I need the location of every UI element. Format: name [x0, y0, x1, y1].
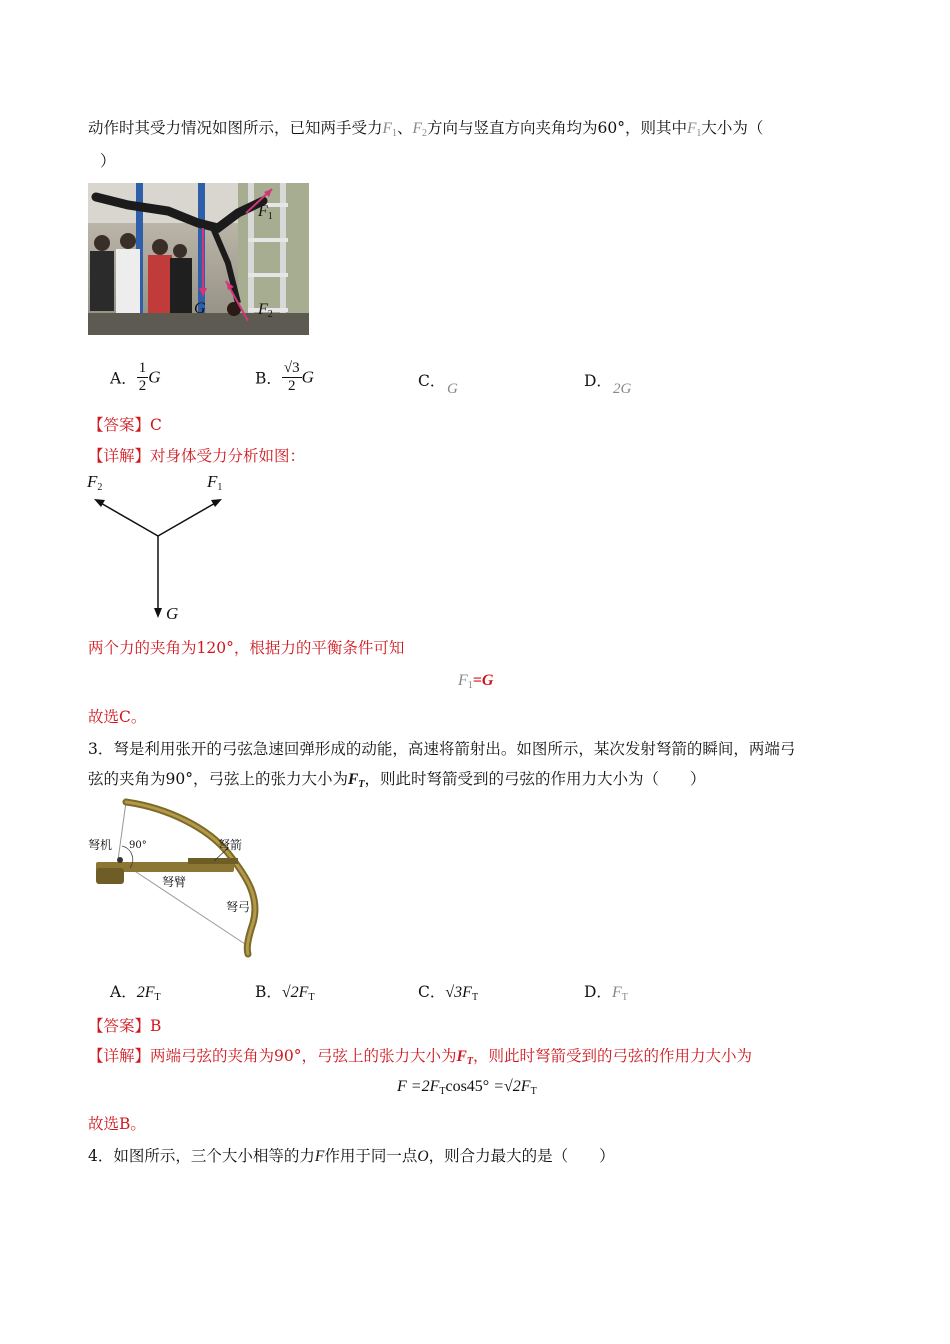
q3-option-d-label: D．: [584, 983, 612, 1001]
q2-option-b-sym: G: [301, 367, 314, 387]
q2-stem-text-b: 方向与竖直方向夹角均为60°，则其中: [426, 119, 687, 137]
q3-eq-mid: $=2F_T$: [410, 1078, 446, 1097]
q2-equation: [458, 670, 493, 691]
q2-photo: [88, 183, 309, 335]
q4-stem-o: O: [417, 1148, 429, 1165]
q3-stem-ft: $F_T$: [347, 771, 365, 790]
q3-option-a[interactable]: [110, 980, 161, 1003]
q2-photo-label-g: G: [194, 300, 206, 317]
q2-force-diagram-svg: [85, 470, 225, 628]
q2-diagram-f2: $F_2$: [87, 472, 103, 493]
q2-answer: 【答案】C: [88, 416, 162, 434]
q2-stem-line1: [88, 117, 763, 145]
q2-stem-text-a: 动作时其受力情况如图所示，已知两手受力: [88, 119, 383, 137]
q3-crossbow-figure: [88, 798, 278, 960]
q3-label-arm: 弩臂: [162, 875, 187, 889]
q3-eq-cos: cos45°: [445, 1078, 490, 1095]
q3-label-trigger: 弩机: [88, 838, 113, 852]
q2-option-d[interactable]: [584, 369, 612, 391]
q2-stem-line2: ）: [100, 152, 116, 170]
q3-detail-ft: $F_T$: [456, 1048, 473, 1067]
q2-stem-f1: $F_1$: [382, 120, 397, 139]
q3-eq-right: $=√2F_T$: [493, 1078, 537, 1097]
q3-detail: 【详解】两端弓弦的夹角为90°，弓弦上的张力大小为$F_T$，则此时弩箭受到的弓弦的作用力大小为: [88, 1047, 752, 1067]
q3-label-arrow: 弩箭: [218, 838, 243, 852]
q3-answer: 【答案】B: [88, 1017, 162, 1035]
q4-stem: 4．如图所示，三个大小相等的力F作用于同一点O，则合力最大的是（ ）: [88, 1147, 615, 1165]
q2-diagram-g: G: [166, 604, 179, 623]
q2-eq-rest: =G: [472, 672, 494, 689]
q2-choose: 故选C。: [88, 708, 147, 726]
q2-explain: 两个力的夹角为120°，根据力的平衡条件可知: [88, 639, 405, 657]
q3-option-c-label: C．: [418, 983, 446, 1001]
q2-option-a-sym: G: [148, 367, 161, 387]
q2-stem-sep: 、: [396, 119, 413, 137]
q2-option-b-frac: $\frac{√3}{2}$: [283, 360, 300, 394]
q2-option-c-label: C．: [418, 372, 446, 390]
q2-diagram-f1: $F_1$: [207, 472, 223, 493]
q2-stem-f2: $F_2$: [412, 120, 427, 139]
q2-option-a-label: A．: [110, 369, 137, 388]
q3-option-a-label: A．: [110, 983, 137, 1001]
q3-stem-line1: 3．弩是利用张开的弓弦急速回弹形成的动能，高速将箭射出。如图所示，某次发射弩箭的瞬间，两端弓: [88, 740, 796, 758]
q3-option-c-val: $√3F_T$: [445, 984, 479, 1003]
q2-detail: 【详解】对身体受力分析如图：: [88, 447, 306, 465]
q3-option-b[interactable]: [255, 980, 315, 1003]
q3-choose: 故选B。: [88, 1115, 146, 1133]
q2-option-c-sym: G: [447, 381, 458, 397]
q2-option-d-label: D．: [584, 372, 612, 390]
q3-equation: [397, 1078, 537, 1097]
q2-photo-label-f2: $F_2$: [258, 301, 273, 320]
q2-option-b[interactable]: [255, 360, 314, 395]
q3-option-b-val: $√2F_T$: [281, 984, 315, 1003]
q2-option-c[interactable]: [418, 369, 445, 391]
q2-eq-f1: $F_1$: [458, 672, 473, 691]
q3-label-angle: 90°: [129, 840, 147, 851]
q4-stem-f: F: [314, 1148, 325, 1165]
q2-stem-f1-again: $F_1$: [686, 120, 702, 139]
q3-option-b-label: B．: [255, 983, 282, 1001]
q3-stem-line2: 弦的夹角为90°，弓弦上的张力大小为$F_T$，则此时弩箭受到的弓弦的作用力大小为（ ）: [88, 770, 706, 790]
q2-option-a-frac: $\frac{1}{2}$: [138, 360, 147, 394]
q3-option-d[interactable]: [584, 980, 628, 1003]
q2-option-b-label: B．: [255, 369, 282, 388]
q2-option-d-sym: 2G: [613, 381, 632, 397]
q2-photo-label-f1: $F_1$: [258, 203, 273, 222]
q3-eq-left: F: [397, 1078, 407, 1095]
q3-option-a-val: $2F_T$: [136, 984, 161, 1003]
q3-option-d-val: $F_T$: [611, 984, 628, 1003]
q3-label-bow: 弩弓: [226, 900, 251, 914]
q2-force-diagram: [85, 470, 225, 628]
q3-option-c[interactable]: [418, 980, 478, 1003]
q2-option-a[interactable]: [110, 360, 160, 395]
q2-stem-text-c: 大小为（: [701, 119, 764, 137]
